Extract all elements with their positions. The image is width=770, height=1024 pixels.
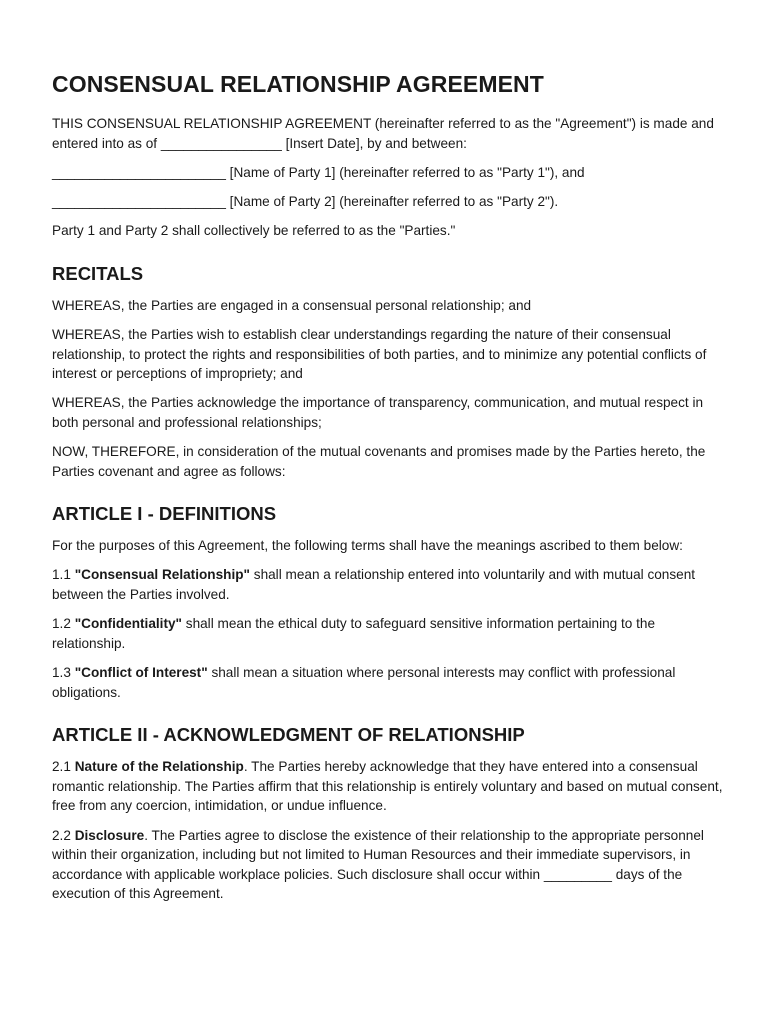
clause-number: 1.2 <box>52 616 71 632</box>
clause-title: Disclosure <box>74 827 145 843</box>
defined-term: "Conflict of Interest" <box>74 665 208 681</box>
document-title: CONSENSUAL RELATIONSHIP AGREEMENT <box>52 71 544 97</box>
article-1-intro: For the purposes of this Agreement, the following terms shall have the meanings ascribed to them below: <box>52 538 683 554</box>
clause-title: Nature of the Relationship <box>74 759 244 775</box>
article-2-heading: ARTICLE II - ACKNOWLEDGMENT OF RELATIONSHIP <box>52 724 525 746</box>
article-1-heading: ARTICLE I - DEFINITIONS <box>52 503 277 525</box>
clause-2-1 <box>52 757 724 816</box>
defined-term: "Confidentiality" <box>74 616 182 632</box>
clause-number: 2.1 <box>52 759 71 775</box>
definition-1-1 <box>52 565 724 604</box>
party-2-line: _______________________ [Name of Party 2] (hereinafter referred to as "Party 2"). <box>52 193 559 209</box>
definition-text: shall mean a situation where personal interests may conflict with professional obligations. <box>52 665 676 700</box>
recital-paragraph: WHEREAS, the Parties acknowledge the importance of transparency, communication, and mutual respect in both personal and professional relationships; <box>52 395 704 430</box>
recital-paragraph: WHEREAS, the Parties wish to establish clear understandings regarding the nature of their consensual relationship, to protect the rights and responsibilities of both parties, and to minimize any potential conflicts of interest or perceptions of impropriety; and <box>52 326 707 382</box>
defined-term: "Consensual Relationship" <box>74 567 250 583</box>
document-page <box>52 66 724 914</box>
clause-number: 1.3 <box>52 665 71 681</box>
recital-paragraph: NOW, THEREFORE, in consideration of the mutual covenants and promises made by the Parties hereto, the Parties covenant and agree as follows: <box>52 444 706 479</box>
clause-text: . The Parties hereby acknowledge that they have entered into a consensual romantic relationship. The Parties affirm that this relationship is entirely voluntary and based on mutual consent, free from any coercion, intimidation, or undue influence. <box>52 759 723 814</box>
definition-1-2 <box>52 614 724 653</box>
recitals-heading: RECITALS <box>52 262 144 284</box>
clause-text: . The Parties agree to disclose the existence of their relationship to the appropriate personnel within their organization, including but not limited to Human Resources and their immediate supervisors, in accordance with applicable workplace policies. Such disclosure shall occur within _________ days of the execution of this Agreement. <box>52 827 704 902</box>
clause-number: 1.1 <box>52 567 71 583</box>
definition-1-3 <box>52 663 724 702</box>
clause-number: 2.2 <box>52 827 71 843</box>
definition-text: shall mean a relationship entered into voluntarily and with mutual consent between the Parties involved. <box>52 567 696 603</box>
recital-paragraph: WHEREAS, the Parties are engaged in a consensual personal relationship; and <box>52 297 532 313</box>
preamble-intro: THIS CONSENSUAL RELATIONSHIP AGREEMENT (hereinafter referred to as the "Agreement") is made and entered into as of ________________ [Insert Date], by and between: <box>52 116 714 151</box>
definition-text: shall mean the ethical duty to safeguard sensitive information pertaining to the relationship. <box>52 616 656 651</box>
clause-2-2 <box>52 826 724 904</box>
parties-collective: Party 1 and Party 2 shall collectively be referred to as the "Parties." <box>52 223 456 239</box>
party-1-line: _______________________ [Name of Party 1] (hereinafter referred to as "Party 1"), and <box>52 164 585 180</box>
